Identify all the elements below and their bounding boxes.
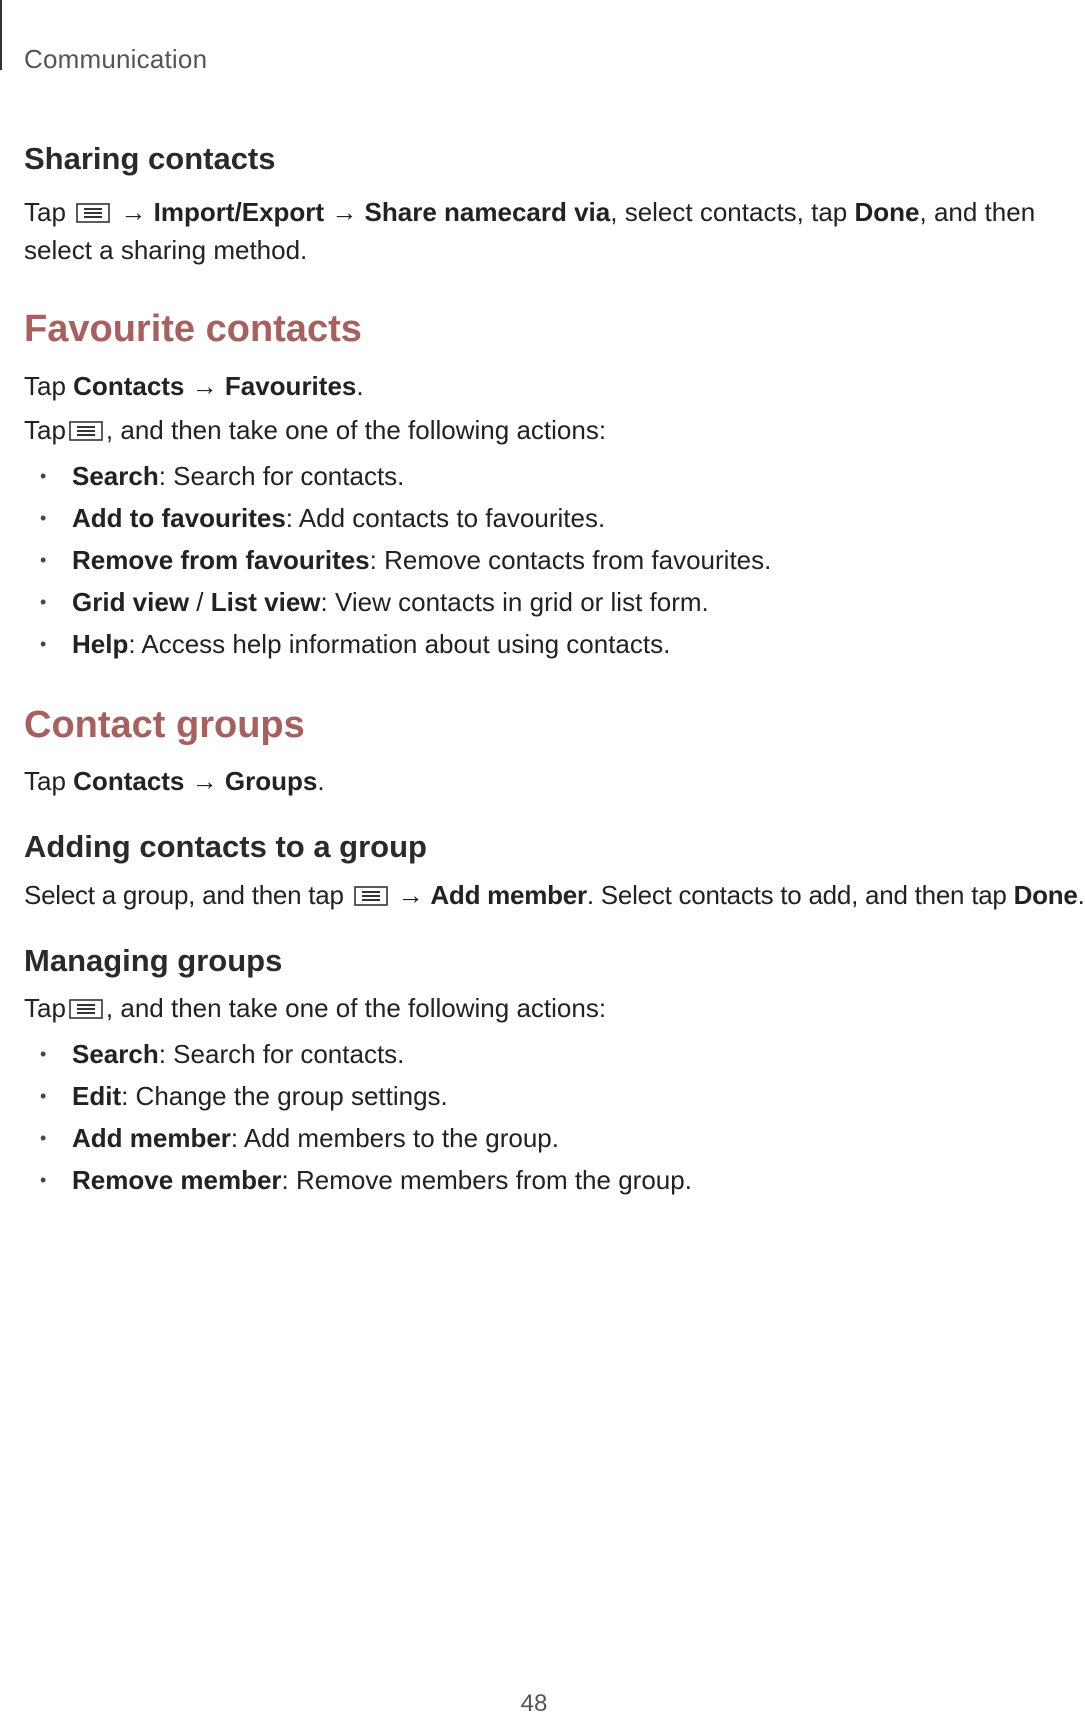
item-desc: : Add members to the group. — [230, 1122, 559, 1153]
sharing-contacts-heading: Sharing contacts — [24, 141, 276, 176]
item-desc: : Search for contacts. — [158, 1038, 405, 1069]
item-desc: : Remove contacts from favourites. — [369, 544, 772, 575]
managing-actions-intro — [24, 989, 1064, 1027]
groups-nav-line — [24, 762, 1064, 800]
text: . — [356, 370, 364, 401]
managing-actions-list — [24, 1033, 1064, 1201]
favourites-label: Favourites — [224, 370, 357, 401]
add-to-favourites-label: Add to favourites — [72, 502, 286, 533]
item-desc: : Access help information about using contacts. — [128, 628, 671, 659]
remove-member-label: Remove member — [72, 1164, 282, 1195]
groups-label: Groups — [224, 766, 318, 797]
menu-icon — [75, 203, 111, 223]
managing-groups-heading: Managing groups — [24, 942, 283, 978]
item-desc: : View contacts in grid or list form. — [320, 586, 709, 617]
arrow: → — [191, 766, 218, 797]
text: Tap — [24, 370, 66, 401]
help-label: Help — [72, 628, 129, 659]
separator: / — [189, 586, 211, 617]
share-namecard-via-label: Share namecard via — [364, 197, 611, 228]
list-item — [24, 1159, 1064, 1201]
menu-icon — [68, 421, 104, 441]
bullet: • — [40, 1169, 47, 1190]
grid-view-label: Grid view — [72, 586, 190, 617]
text: Select a group, and then tap — [24, 879, 344, 910]
bullet: • — [40, 465, 47, 486]
arrow: → — [331, 197, 358, 228]
arrow: → — [120, 197, 147, 228]
contacts-label: Contacts — [73, 766, 185, 797]
remove-from-favourites-label: Remove from favourites — [72, 544, 370, 575]
text: . — [1077, 879, 1085, 910]
bullet: • — [40, 507, 47, 528]
menu-icon — [353, 886, 389, 906]
text: Tap — [24, 766, 66, 797]
list-item — [24, 497, 1064, 539]
list-view-label: List view — [210, 586, 321, 617]
add-member-label: Add member — [72, 1122, 231, 1153]
adding-contacts-paragraph — [24, 876, 1085, 914]
header-rule — [0, 0, 2, 70]
adding-contacts-heading: Adding contacts to a group — [24, 829, 427, 865]
list-item — [24, 1117, 1064, 1159]
contacts-label: Contacts — [73, 370, 185, 401]
text: Tap — [24, 992, 66, 1023]
item-desc: : Change the group settings. — [121, 1080, 448, 1111]
text: , select contacts, tap — [610, 197, 848, 228]
import-export-label: Import/Export — [153, 197, 325, 228]
list-item — [24, 539, 1064, 581]
arrow: → — [191, 370, 218, 401]
favourite-contacts-heading: Favourite contacts — [24, 308, 362, 351]
contact-groups-heading: Contact groups — [24, 703, 305, 746]
page-number: 48 — [520, 1690, 548, 1717]
text: , and then take one of the following actions: — [105, 992, 607, 1023]
list-item — [24, 1075, 1064, 1117]
edit-label: Edit — [72, 1080, 122, 1111]
bullet: • — [40, 591, 47, 612]
arrow: → — [397, 879, 424, 910]
favourites-nav-line — [24, 367, 1064, 405]
bullet: • — [40, 1043, 47, 1064]
bullet: • — [40, 549, 47, 570]
bullet: • — [40, 633, 47, 654]
text: , and then select a sharing method. — [24, 197, 1036, 266]
chapter-header: Communication — [24, 44, 208, 74]
menu-icon — [68, 999, 104, 1019]
item-desc: : Remove members from the group. — [281, 1164, 692, 1195]
search-label: Search — [72, 460, 159, 491]
item-desc: : Search for contacts. — [158, 460, 405, 491]
list-item — [24, 455, 1064, 497]
list-item — [24, 1033, 1064, 1075]
favourites-actions-list — [24, 455, 1064, 665]
search-label: Search — [72, 1038, 159, 1069]
text: Tap — [24, 197, 66, 228]
item-desc: : Add contacts to favourites. — [285, 502, 606, 533]
list-item — [24, 581, 1064, 623]
done-label: Done — [854, 197, 920, 228]
text: . Select contacts to add, and then tap — [586, 879, 1007, 910]
text: Tap — [24, 414, 66, 445]
bullet: • — [40, 1085, 47, 1106]
favourites-actions-intro — [24, 411, 1064, 449]
done-label: Done — [1013, 879, 1078, 910]
text: . — [317, 766, 325, 797]
add-member-label: Add member — [430, 879, 587, 910]
text: , and then take one of the following actions: — [105, 414, 607, 445]
bullet: • — [40, 1127, 47, 1148]
sharing-contacts-paragraph — [24, 193, 1064, 269]
list-item — [24, 623, 1064, 665]
page-content — [24, 140, 1085, 1201]
